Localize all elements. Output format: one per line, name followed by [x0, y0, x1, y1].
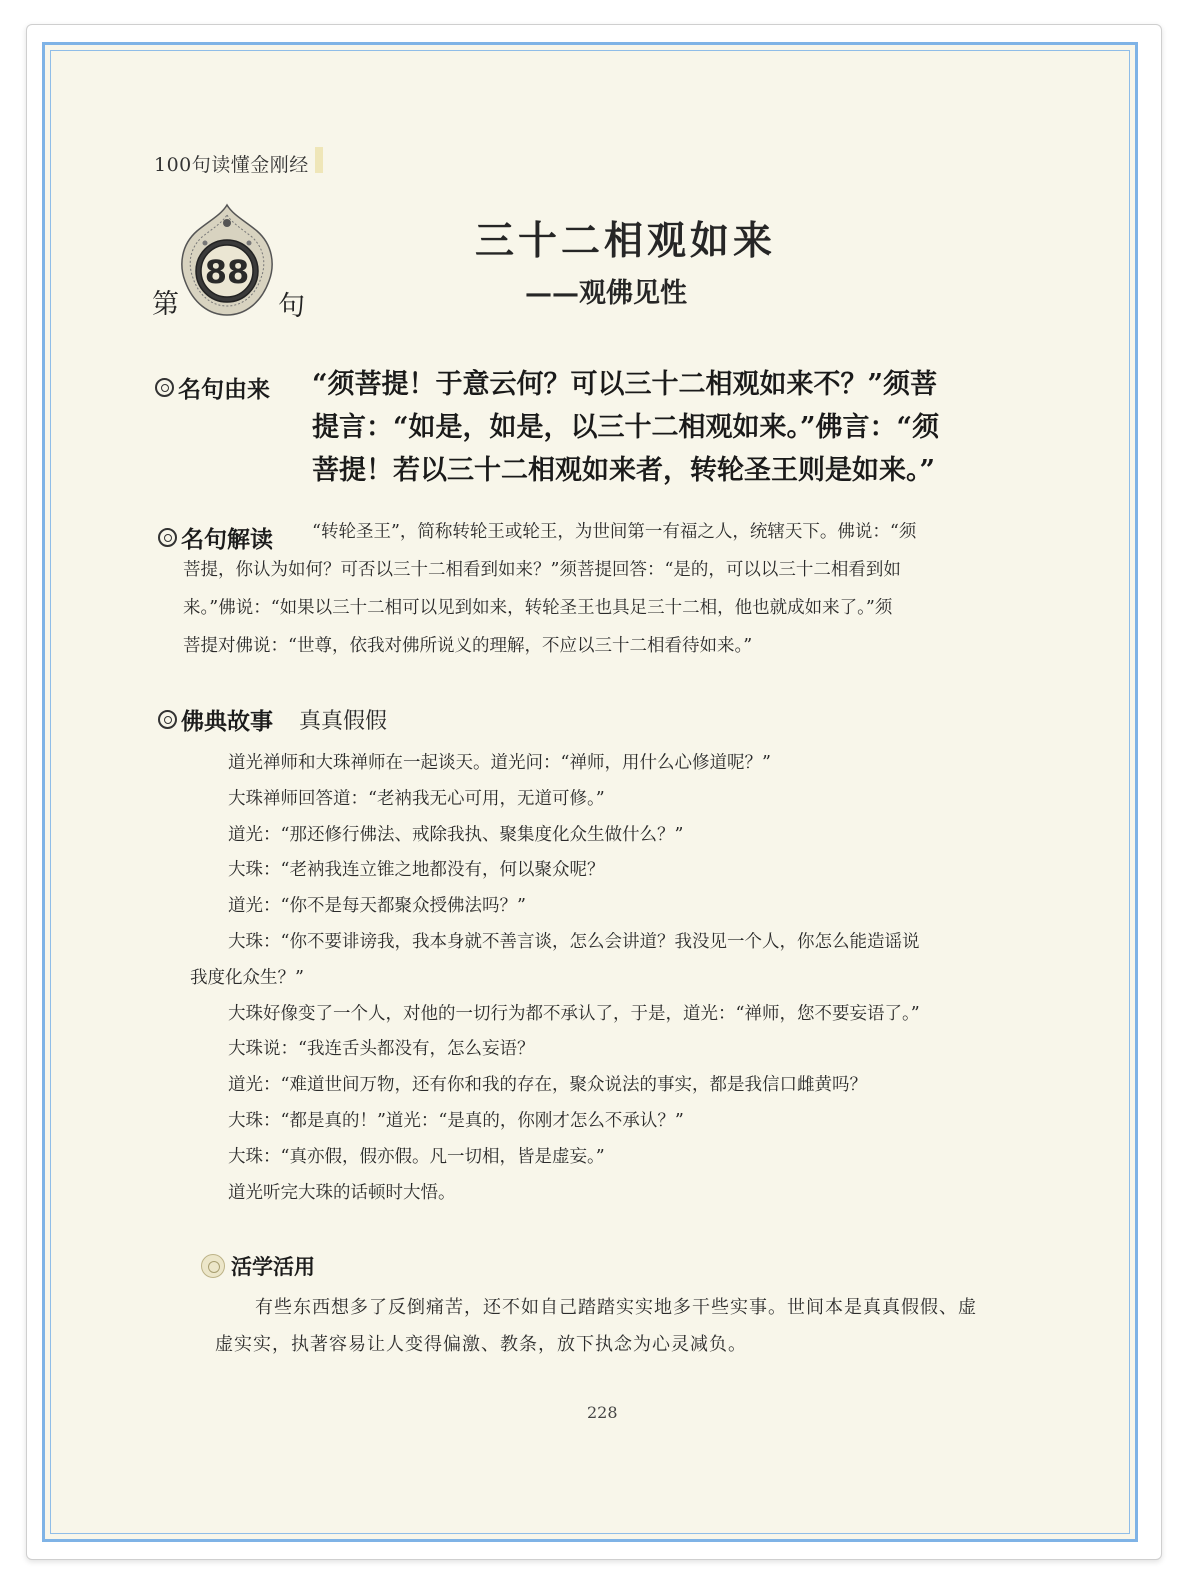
double-circle-icon	[158, 528, 177, 547]
story-line: 大珠：“都是真的！”道光：“是真的，你刚才怎么不承认？”	[228, 1110, 684, 1131]
running-head-marker	[315, 147, 323, 173]
story-line: 道光：“难道世间万物，还有你和我的存在，聚众说法的事实，都是我信口雌黄吗？	[228, 1075, 867, 1096]
story-line: 大珠禅师回答道：“老衲我无心可用，无道可修。”	[228, 788, 605, 809]
quote-origin-text	[312, 363, 992, 492]
story-line: 大珠说：“我连舌头都没有，怎么妄语？	[228, 1039, 535, 1060]
story-line: 道光听完大珠的话顿时大悟。	[228, 1182, 456, 1203]
quote-line: 菩提！若以三十二相观如来者，转轮圣王则是如来。”	[312, 455, 936, 486]
story-line: 道光禅师和大珠禅师在一起谈天。道光问：“禅师，用什么心修道呢？”	[228, 753, 771, 773]
story-title: 真真假假	[299, 709, 388, 734]
story-line: 大珠：“老衲我连立锥之地都没有，何以聚众呢？	[228, 860, 605, 881]
ornate-medallion-icon	[175, 201, 279, 319]
story-line: 大珠：“真亦假，假亦假。凡一切相，皆是虚妄。”	[228, 1146, 605, 1167]
paragraph-line: 来。”佛说：“如果以三十二相可以见到如来，转轮圣王也具足三十二相，他也就成如来了。”须	[183, 598, 893, 618]
paragraph-line: 虚实实，执著容易让人变得偏激、教条，放下执念为心灵减负。	[215, 1334, 747, 1355]
round-seal-icon	[201, 1254, 225, 1278]
section-heading-label: 名句由来	[178, 377, 270, 403]
running-head: 100句读懂金刚经	[154, 154, 309, 176]
paragraph-line: 菩提，你认为如何？可否以三十二相看到如来？”须菩提回答：“是的，可以以三十二相看到如	[183, 560, 901, 580]
story-line: 道光：“你不是每天都聚众授佛法吗？”	[228, 896, 526, 917]
application-text	[215, 1289, 977, 1363]
paragraph-line: “转轮圣王”，简称转轮王或轮王，为世间第一有福之人，统辖天下。佛说：“须	[312, 522, 917, 542]
section-quote-origin-heading	[155, 371, 270, 404]
section-heading-label: 佛典故事	[181, 709, 273, 735]
chapter-number: 88	[204, 253, 250, 291]
section-story-heading	[158, 703, 387, 736]
story-line: 我度化众生？”	[190, 967, 304, 988]
chapter-ordinal-suffix: 句	[278, 291, 305, 322]
section-application-heading	[201, 1251, 315, 1281]
paragraph-line: 有些东西想多了反倒痛苦，还不如自己踏踏实实地多干些实事。世间本是真真假假、虚	[255, 1297, 977, 1318]
paragraph-line: 菩提对佛说：“世尊，依我对佛所说义的理解，不应以三十二相看待如来。”	[183, 636, 753, 656]
interpretation-text	[183, 551, 901, 665]
chapter-ordinal-prefix: 第	[152, 289, 179, 320]
story-text	[190, 746, 920, 1211]
quote-line: 提言：“如是，如是，以三十二相观如来。”佛言：“须	[312, 412, 940, 443]
book-page	[53, 53, 1127, 1531]
chapter-subtitle: ——观佛见性	[525, 278, 687, 309]
quote-line: “须菩提！于意云何？可以三十二相观如来不？”须菩	[312, 369, 938, 400]
story-line: 道光：“那还修行佛法、戒除我执、聚集度化众生做什么？”	[228, 824, 684, 845]
double-circle-icon	[155, 378, 174, 397]
double-circle-icon	[158, 710, 177, 729]
section-interpretation-heading	[158, 521, 273, 554]
section-heading-label: 名句解读	[181, 527, 273, 553]
chapter-title: 三十二相观如来	[475, 218, 777, 264]
section-heading-label: 活学活用	[231, 1255, 315, 1279]
story-line: 大珠好像变了一个人，对他的一切行为都不承认了，于是，道光：“禅师，您不要妄语了。”	[228, 1003, 920, 1024]
page-number: 228	[587, 1403, 618, 1422]
story-line: 大珠：“你不要诽谤我，我本身就不善言谈，怎么会讲道？我没见一个人，你怎么能造谣说	[228, 931, 920, 952]
interpretation-first-line	[312, 513, 916, 551]
